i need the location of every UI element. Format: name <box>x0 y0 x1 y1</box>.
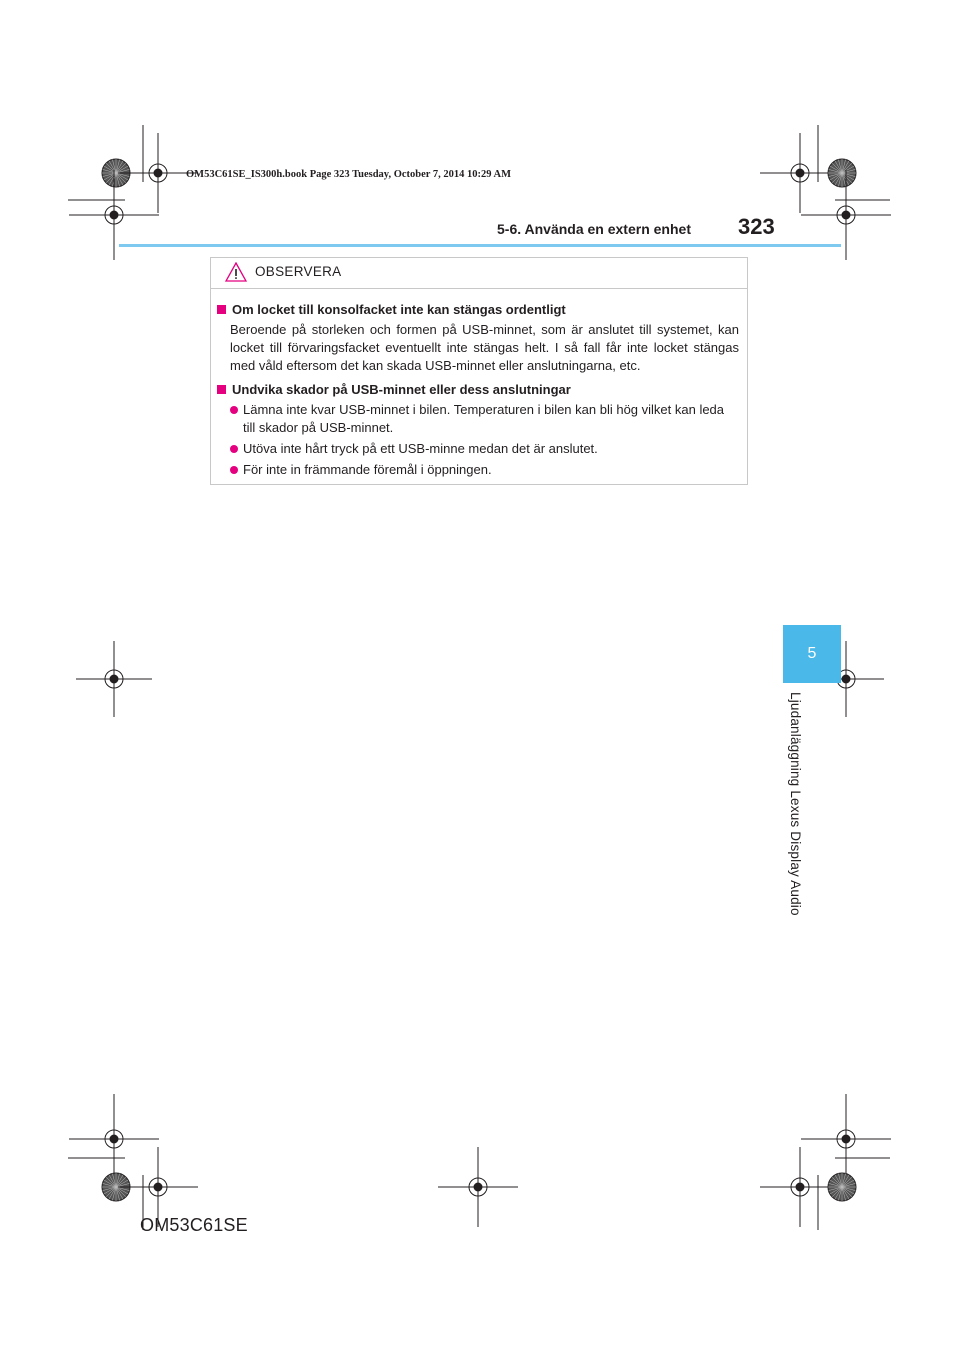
crosshair-dot <box>110 211 118 219</box>
notice-header <box>211 258 747 289</box>
list-item: För inte in främmande föremål i öppningen. <box>230 461 739 479</box>
notice-box <box>210 257 748 485</box>
crosshair-dot <box>154 1183 162 1191</box>
crosshair-dot <box>796 169 804 177</box>
crosshair-dot <box>796 1183 804 1191</box>
crosshair-dot <box>842 1135 850 1143</box>
round-bullet-icon <box>230 406 238 414</box>
crosshair-dot <box>842 675 850 683</box>
page-number: 323 <box>738 214 775 239</box>
crosshair-dot <box>842 211 850 219</box>
square-bullet-icon <box>217 385 226 394</box>
chapter-side-label: Ljudanläggning Lexus Display Audio <box>788 692 803 916</box>
notice-heading-1: Om locket till konsolfacket inte kan stängas ordentligt <box>217 301 739 319</box>
print-metadata: OM53C61SE_IS300h.book Page 323 Tuesday, October 7, 2014 10:29 AM <box>186 169 512 180</box>
header-rule <box>119 244 841 247</box>
list-item: Lämna inte kvar USB-minnet i bilen. Temperaturen i bilen kan bli hög vilket kan leda till skador på USB-minnet. <box>230 401 739 437</box>
round-bullet-icon <box>230 445 238 453</box>
footer-manual-code: OM53C61SE <box>140 1215 248 1235</box>
notice-body <box>211 289 747 479</box>
notice-heading-2: Undvika skador på USB-minnet eller dess anslutningar <box>217 381 739 399</box>
crosshair-dot <box>474 1183 482 1191</box>
square-bullet-icon <box>217 305 226 314</box>
crosshair-dot <box>110 675 118 683</box>
section-title: 5-6. Använda en extern enhet <box>497 221 691 237</box>
crosshair-dot <box>154 169 162 177</box>
notice-paragraph-1: Beroende på storleken och formen på USB-minnet, som är anslutet till systemet, kan locket till förvaringsfacket eventuellt inte stängas helt. I så fall får inte locket stängas med våld eftersom det kan skada USB-minnet eller anslutningarna, etc. <box>230 322 739 373</box>
crosshair-dot <box>110 1135 118 1143</box>
chapter-tab: 5 <box>783 625 841 683</box>
list-item: Utöva inte hårt tryck på ett USB-minne medan det är anslutet. <box>230 440 739 458</box>
round-bullet-icon <box>230 466 238 474</box>
warning-triangle-icon <box>225 262 247 282</box>
notice-title: OBSERVERA <box>255 264 342 279</box>
